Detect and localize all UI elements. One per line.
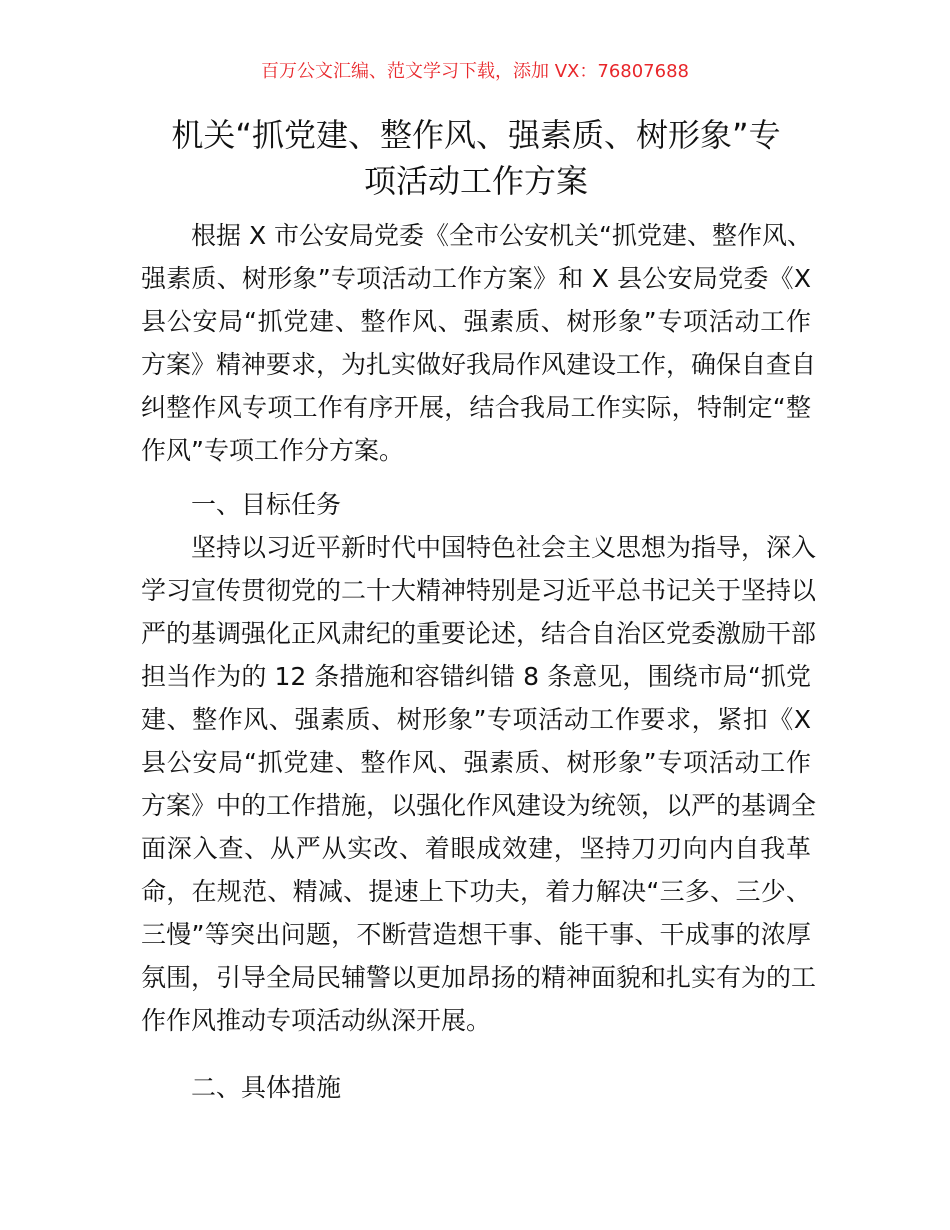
paragraph-line: 氛围，引导全局民辅警以更加昂扬的精神面貌和扎实有为的工 (141, 963, 817, 992)
paragraph-line: 担当作为的 12 条措施和容错纠错 8 条意见，围绕市局“抓党 (141, 662, 811, 691)
paragraph-line: 作风”专项工作分方案。 (141, 436, 404, 465)
paragraph-line: 作作风推动专项活动纵深开展。 (141, 1006, 492, 1035)
paragraph-line: 严的基调强化正风肃纪的重要论述，结合自治区党委激励干部 (141, 619, 817, 648)
paragraph-line: 学习宣传贯彻党的二十大精神特别是习近平总书记关于坚持以 (141, 576, 817, 605)
paragraph-line: 根据 X 市公安局党委《全市公安机关“抓党建、整作风、 (191, 221, 812, 250)
section-heading-goals: 一、目标任务 (191, 490, 342, 519)
paragraph-line: 强素质、树形象”专项活动工作方案》和 X 县公安局党委《X (141, 264, 811, 293)
paragraph-line: 坚持以习近平新时代中国特色社会主义思想为指导，深入 (191, 533, 817, 562)
paragraph-line: 县公安局“抓党建、整作风、强素质、树形象”专项活动工作 (141, 307, 811, 336)
paragraph-line: 县公安局“抓党建、整作风、强素质、树形象”专项活动工作 (141, 748, 811, 777)
title-line: 项活动工作方案 (363, 162, 588, 200)
paragraph-line: 纠整作风专项工作有序开展，结合我局工作实际，特制定“整 (141, 393, 811, 422)
paragraph-line: 方案》中的工作措施，以强化作风建设为统领，以严的基调全 (141, 791, 817, 820)
paragraph-line: 建、整作风、强素质、树形象”专项活动工作要求，紧扣《X (141, 705, 811, 734)
paragraph-line: 面深入查、从严从实改、着眼成效建，坚持刀刃向内自我革 (141, 834, 811, 863)
download-banner: 百万公文汇编、范文学习下载，添加 VX：76807688 (261, 61, 689, 82)
title-line: 机关“抓党建、整作风、强素质、树形象”专 (171, 116, 781, 154)
paragraph-line: 三慢”等突出问题，不断营造想干事、能干事、干成事的浓厚 (141, 920, 811, 949)
paragraph-goals (141, 526, 817, 1042)
paragraph-line: 方案》精神要求，为扎实做好我局作风建设工作，确保自查自 (141, 350, 817, 379)
section-heading-measures: 二、具体措施 (191, 1073, 342, 1102)
document-title (141, 112, 811, 204)
paragraph-line: 命，在规范、精减、提速上下功夫，着力解决“三多、三少、 (141, 877, 811, 906)
paragraph-intro (141, 214, 817, 472)
